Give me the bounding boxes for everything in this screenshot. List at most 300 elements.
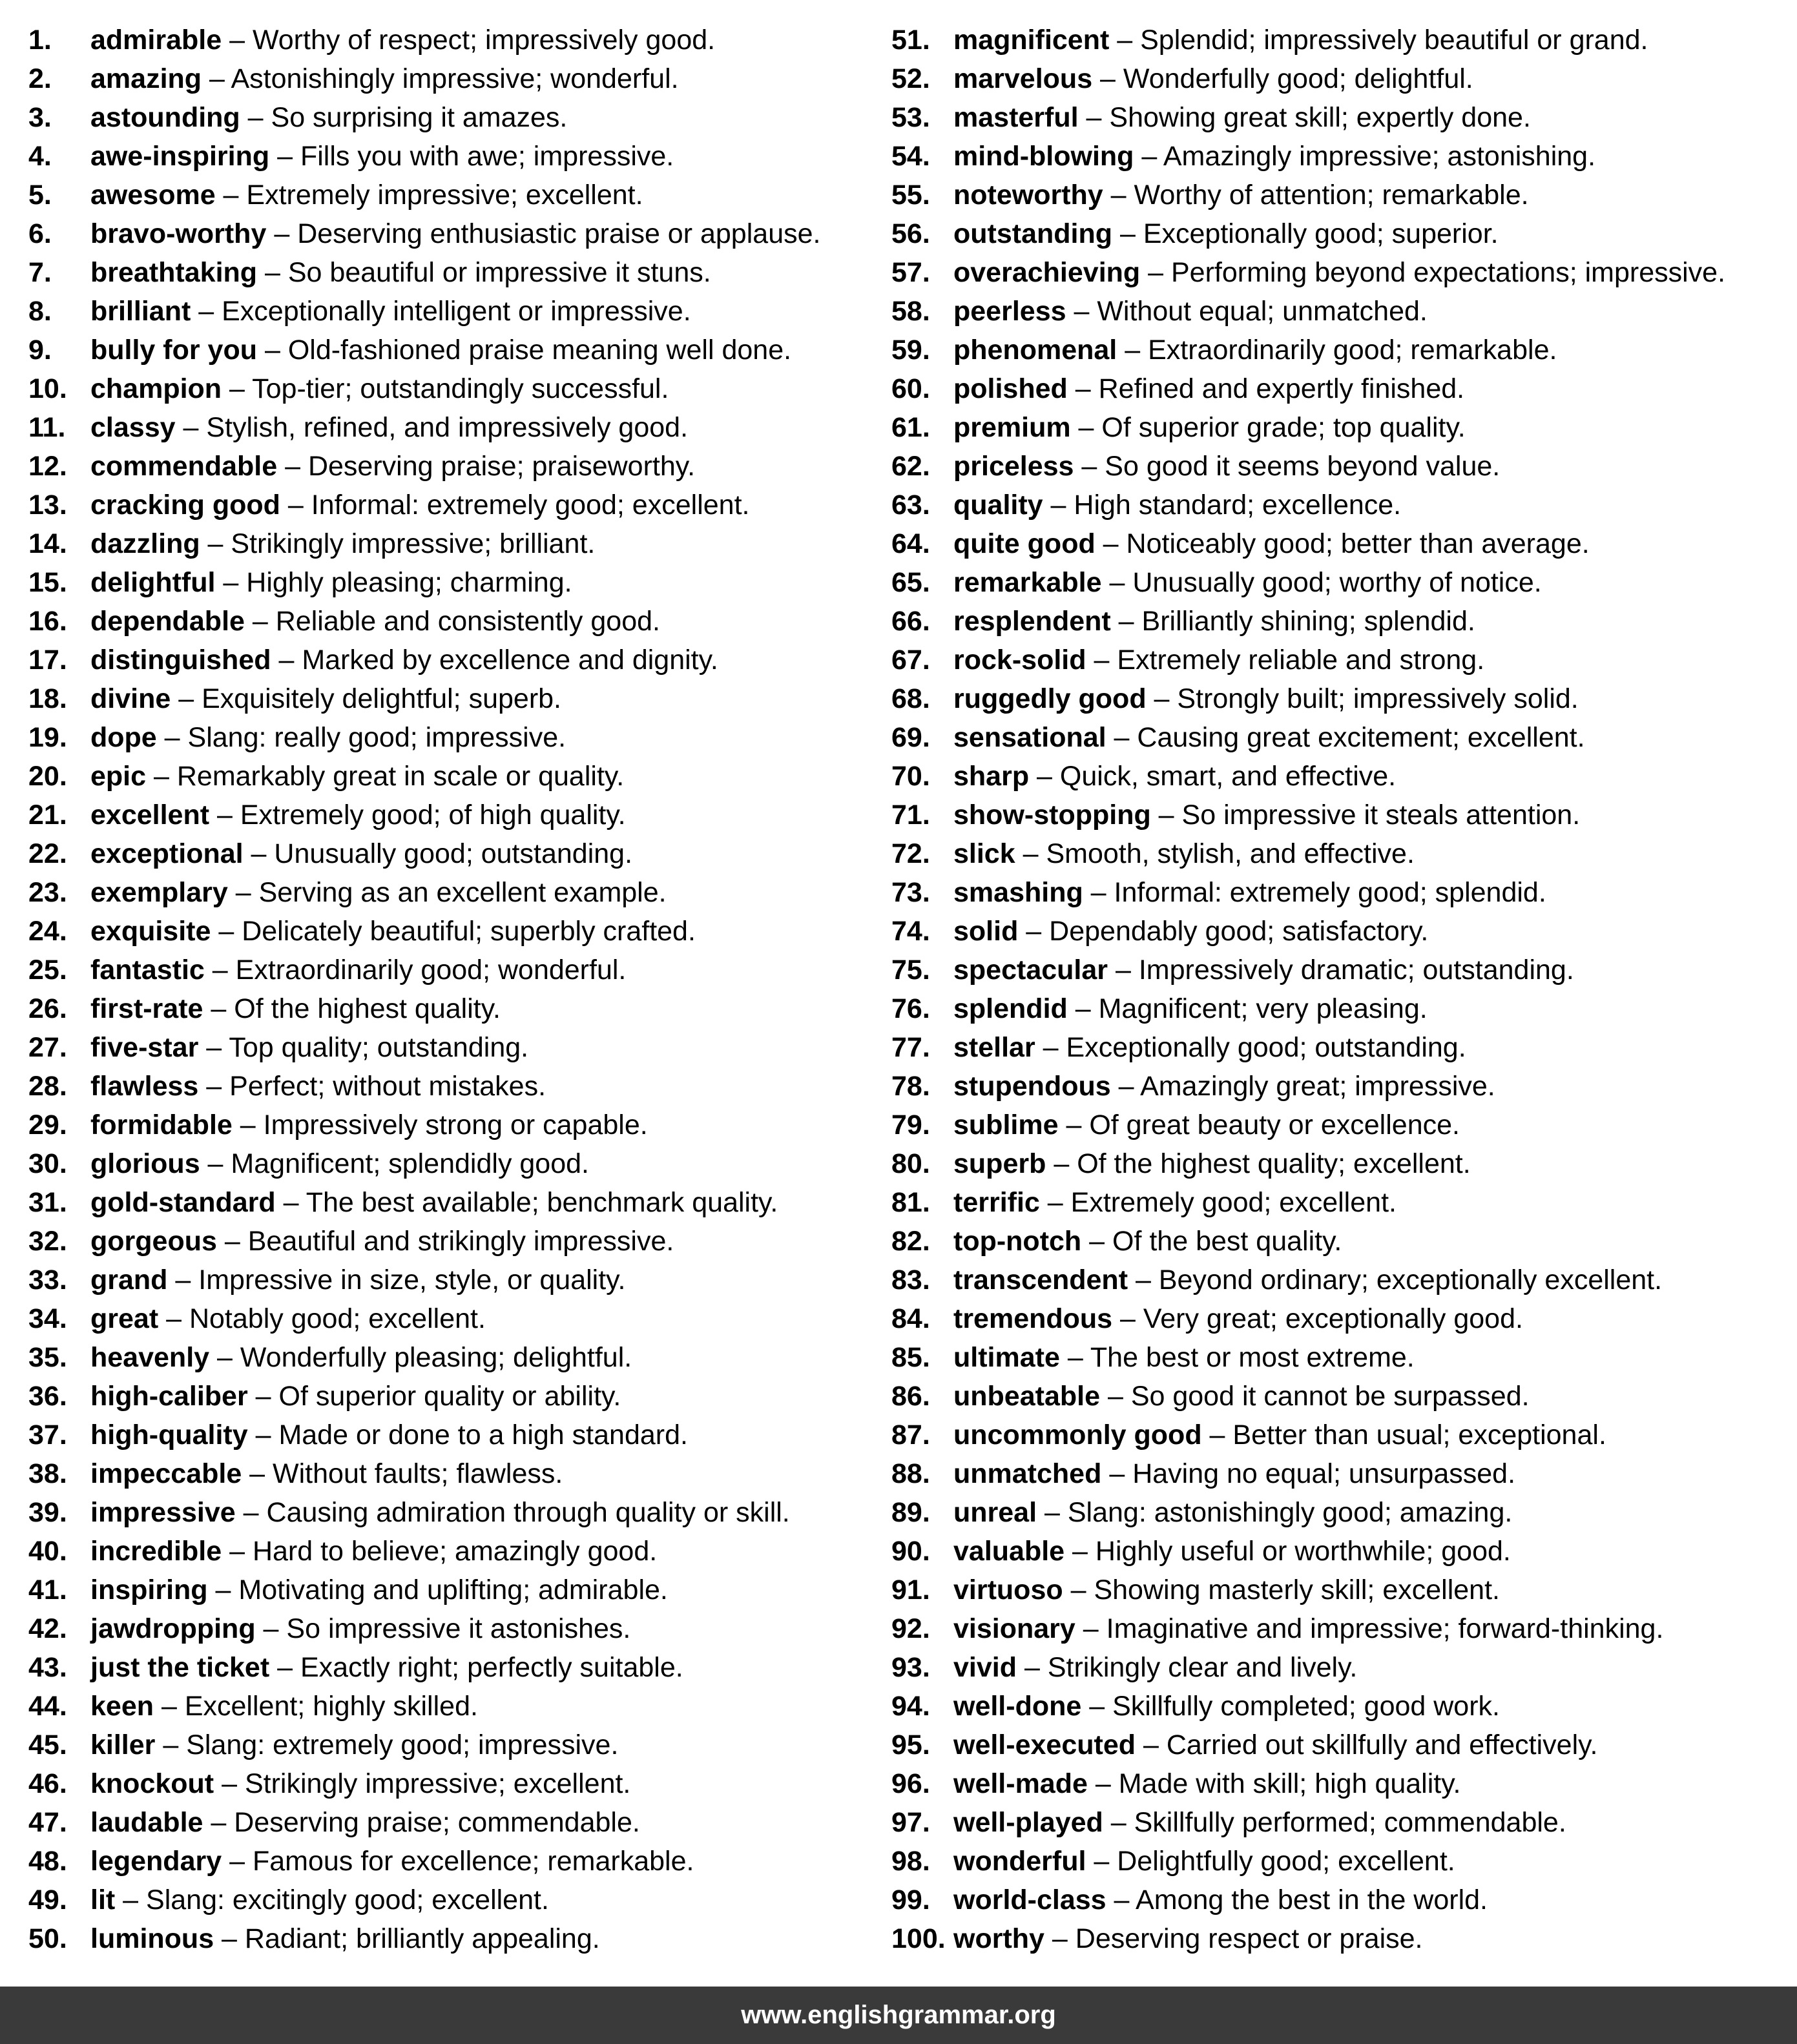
- item-body: [953, 679, 1579, 718]
- item-separator: –: [1083, 877, 1114, 908]
- item-body: [953, 408, 1466, 447]
- item-body: [90, 1183, 778, 1222]
- list-item: [28, 21, 868, 59]
- item-separator: –: [115, 1884, 147, 1915]
- item-term: well-done: [953, 1691, 1082, 1722]
- list-item: [891, 1648, 1783, 1687]
- item-definition: Extraordinarily good; wonderful.: [235, 955, 627, 986]
- list-item: [891, 834, 1783, 873]
- item-term: fantastic: [90, 955, 205, 986]
- item-definition: Fills you with awe; impressive.: [300, 141, 674, 172]
- item-definition: Highly useful or worthwhile; good.: [1095, 1536, 1511, 1567]
- item-number: 15.: [28, 567, 67, 598]
- list-item: [891, 1803, 1783, 1842]
- item-body: [90, 1919, 600, 1958]
- item-definition: Wonderfully pleasing; delightful.: [240, 1342, 632, 1373]
- list-item: [891, 1493, 1783, 1532]
- item-term: commendable: [90, 451, 278, 482]
- item-separator: –: [1112, 218, 1143, 249]
- item-separator: –: [222, 373, 253, 404]
- list-item: [28, 1842, 868, 1881]
- item-number: 1.: [28, 25, 52, 56]
- item-number: 62.: [891, 451, 930, 482]
- item-definition: So beautiful or impressive it stuns.: [287, 257, 711, 288]
- list-item: [28, 718, 868, 757]
- item-definition: So surprising it amazes.: [271, 102, 568, 133]
- item-number: 66.: [891, 606, 930, 637]
- item-definition: Splendid; impressively beautiful or grand.: [1140, 25, 1648, 56]
- item-definition: Worthy of attention; remarkable.: [1134, 180, 1529, 211]
- item-body: [90, 563, 572, 602]
- item-term: outstanding: [953, 218, 1113, 249]
- item-definition: Beyond ordinary; exceptionally excellent.: [1158, 1265, 1663, 1296]
- item-term: grand: [90, 1265, 168, 1296]
- item-number: 28.: [28, 1071, 67, 1102]
- list-item: [28, 873, 868, 912]
- item-separator: –: [1043, 490, 1074, 521]
- list-item: [891, 21, 1783, 59]
- item-body: [953, 1571, 1500, 1609]
- item-number: 72.: [891, 838, 930, 869]
- item-number: 56.: [891, 218, 930, 249]
- list-item: [28, 563, 868, 602]
- item-body: [90, 1881, 549, 1919]
- list-item: [891, 989, 1783, 1028]
- item-definition: Without faults; flawless.: [273, 1458, 563, 1489]
- item-definition: So good it seems beyond value.: [1105, 451, 1501, 482]
- item-term: five-star: [90, 1032, 199, 1063]
- item-body: [953, 176, 1529, 214]
- item-separator: –: [247, 1419, 279, 1450]
- item-body: [953, 563, 1542, 602]
- item-separator: –: [216, 1226, 248, 1257]
- item-term: rock-solid: [953, 645, 1086, 676]
- list-item: [28, 1454, 868, 1493]
- item-number: 79.: [891, 1110, 930, 1141]
- item-separator: –: [269, 141, 300, 172]
- item-term: awesome: [90, 180, 216, 211]
- list-item: [28, 1571, 868, 1609]
- item-separator: –: [1035, 1032, 1066, 1063]
- item-definition: High standard; excellence.: [1074, 490, 1402, 521]
- list-item: [891, 214, 1783, 253]
- item-number: 67.: [891, 645, 930, 676]
- item-separator: –: [1039, 1187, 1071, 1218]
- item-term: great: [90, 1303, 159, 1334]
- item-number: 82.: [891, 1226, 930, 1257]
- item-number: 24.: [28, 916, 67, 947]
- item-body: [90, 21, 715, 59]
- list-item: [891, 447, 1783, 486]
- item-definition: Delightfully good; excellent.: [1117, 1846, 1455, 1877]
- item-term: exquisite: [90, 916, 211, 947]
- list-item: [891, 1764, 1783, 1803]
- item-body: [953, 486, 1401, 524]
- item-separator: –: [1078, 102, 1110, 133]
- item-body: [90, 1028, 528, 1067]
- item-separator: –: [167, 1265, 199, 1296]
- item-term: sensational: [953, 722, 1106, 753]
- item-body: [953, 1028, 1466, 1067]
- item-separator: –: [154, 1691, 185, 1722]
- item-number: 5.: [28, 180, 52, 211]
- item-separator: –: [175, 412, 207, 443]
- list-item: [891, 1416, 1783, 1454]
- list-item: [28, 1338, 868, 1377]
- item-term: terrific: [953, 1187, 1040, 1218]
- item-number: 46.: [28, 1768, 67, 1799]
- item-term: inspiring: [90, 1574, 208, 1605]
- item-separator: –: [1106, 722, 1137, 753]
- item-number: 73.: [891, 877, 930, 908]
- list-item: [891, 1532, 1783, 1571]
- item-term: overachieving: [953, 257, 1141, 288]
- item-definition: Of the best quality.: [1112, 1226, 1342, 1257]
- item-body: [90, 1726, 618, 1764]
- item-number: 2.: [28, 63, 52, 94]
- item-body: [90, 447, 695, 486]
- item-separator: –: [1110, 1071, 1141, 1102]
- item-definition: Wonderfully good; delightful.: [1123, 63, 1473, 94]
- item-separator: –: [215, 180, 247, 211]
- item-separator: –: [242, 1458, 273, 1489]
- list-item: [891, 796, 1783, 834]
- item-term: polished: [953, 373, 1068, 404]
- item-term: distinguished: [90, 645, 271, 676]
- item-term: high-caliber: [90, 1381, 248, 1412]
- item-number: 43.: [28, 1652, 67, 1683]
- item-body: [90, 331, 791, 369]
- item-separator: –: [222, 25, 253, 56]
- item-term: show-stopping: [953, 800, 1151, 831]
- item-definition: Beautiful and strikingly impressive.: [247, 1226, 674, 1257]
- item-separator: –: [1101, 567, 1133, 598]
- item-definition: Exquisitely delightful; superb.: [202, 683, 561, 714]
- item-definition: Carried out skillfully and effectively.: [1166, 1729, 1598, 1760]
- item-definition: Better than usual; exceptional.: [1232, 1419, 1606, 1450]
- list-item: [891, 951, 1783, 989]
- list-item: [28, 951, 868, 989]
- list-item: [28, 1881, 868, 1919]
- item-body: [90, 486, 749, 524]
- item-body: [953, 98, 1531, 137]
- item-separator: –: [1037, 1497, 1068, 1528]
- list-item: [28, 1299, 868, 1338]
- item-definition: Causing great excitement; excellent.: [1137, 722, 1585, 753]
- item-definition: Unusually good; outstanding.: [274, 838, 633, 869]
- list-item: [891, 253, 1783, 292]
- item-term: noteworthy: [953, 180, 1103, 211]
- item-definition: Slang: excitingly good; excellent.: [146, 1884, 549, 1915]
- list-item: [891, 1144, 1783, 1183]
- item-definition: Magnificent; very pleasing.: [1098, 993, 1428, 1024]
- item-definition: Top quality; outstanding.: [229, 1032, 529, 1063]
- item-body: [90, 214, 820, 253]
- item-term: awe-inspiring: [90, 141, 270, 172]
- item-definition: Causing admiration through quality or skill.: [266, 1497, 790, 1528]
- item-definition: Impressively strong or capable.: [263, 1110, 648, 1141]
- item-separator: –: [1103, 1807, 1134, 1838]
- item-term: visionary: [953, 1613, 1075, 1644]
- item-body: [953, 1106, 1460, 1144]
- item-number: 59.: [891, 335, 930, 366]
- item-number: 19.: [28, 722, 67, 753]
- item-number: 16.: [28, 606, 67, 637]
- item-body: [953, 912, 1428, 951]
- item-body: [90, 718, 566, 757]
- item-definition: Deserving respect or praise.: [1075, 1923, 1423, 1954]
- list-item: [891, 1726, 1783, 1764]
- item-definition: Informal: extremely good; excellent.: [311, 490, 750, 521]
- item-definition: Very great; exceptionally good.: [1143, 1303, 1523, 1334]
- list-item: [891, 1881, 1783, 1919]
- item-term: divine: [90, 683, 171, 714]
- item-definition: Radiant; brilliantly appealing.: [244, 1923, 600, 1954]
- item-separator: –: [227, 877, 259, 908]
- list-item: [28, 796, 868, 834]
- item-term: jawdropping: [90, 1613, 256, 1644]
- list-item: [28, 757, 868, 796]
- item-number: 45.: [28, 1729, 67, 1760]
- item-separator: –: [1067, 993, 1099, 1024]
- list-item: [28, 1609, 868, 1648]
- item-separator: –: [214, 1768, 245, 1799]
- item-body: [953, 1222, 1342, 1261]
- item-separator: –: [277, 451, 308, 482]
- item-number: 21.: [28, 800, 67, 831]
- item-term: breathtaking: [90, 257, 258, 288]
- item-term: delightful: [90, 567, 216, 598]
- list-item: [28, 1532, 868, 1571]
- item-body: [90, 1609, 630, 1648]
- item-body: [90, 1338, 632, 1377]
- item-definition: Strikingly impressive; excellent.: [244, 1768, 631, 1799]
- item-body: [953, 1299, 1523, 1338]
- item-number: 57.: [891, 257, 930, 288]
- item-body: [90, 408, 688, 447]
- item-number: 86.: [891, 1381, 930, 1412]
- item-definition: The best or most extreme.: [1090, 1342, 1415, 1373]
- item-separator: –: [215, 567, 247, 598]
- item-number: 60.: [891, 373, 930, 404]
- item-body: [90, 1687, 478, 1726]
- item-term: cracking good: [90, 490, 280, 521]
- item-definition: Strongly built; impressively solid.: [1177, 683, 1579, 714]
- list-item: [28, 1648, 868, 1687]
- item-definition: Delicately beautiful; superbly crafted.: [242, 916, 696, 947]
- item-separator: –: [1087, 1768, 1119, 1799]
- list-item: [28, 331, 868, 369]
- list-item: [891, 757, 1783, 796]
- item-body: [90, 1648, 683, 1687]
- item-number: 36.: [28, 1381, 67, 1412]
- item-number: 22.: [28, 838, 67, 869]
- item-term: impeccable: [90, 1458, 242, 1489]
- list-item: [891, 563, 1783, 602]
- item-separator: –: [191, 296, 222, 327]
- item-term: peerless: [953, 296, 1066, 327]
- item-separator: –: [1108, 955, 1139, 986]
- item-separator: –: [209, 1342, 240, 1373]
- item-definition: Exceptionally intelligent or impressive.: [222, 296, 691, 327]
- item-body: [90, 1106, 648, 1144]
- item-body: [953, 1609, 1663, 1648]
- list-item: [28, 137, 868, 176]
- item-body: [953, 1454, 1515, 1493]
- list-item: [28, 1028, 868, 1067]
- item-body: [90, 524, 595, 563]
- item-term: keen: [90, 1691, 154, 1722]
- item-separator: –: [1063, 1574, 1094, 1605]
- item-term: just the ticket: [90, 1652, 270, 1683]
- item-term: first-rate: [90, 993, 203, 1024]
- list-item: [28, 1222, 868, 1261]
- item-separator: –: [1110, 606, 1142, 637]
- item-term: unmatched: [953, 1458, 1102, 1489]
- item-number: 48.: [28, 1846, 67, 1877]
- item-separator: –: [247, 1381, 279, 1412]
- item-number: 20.: [28, 761, 67, 792]
- item-term: lit: [90, 1884, 116, 1915]
- item-number: 47.: [28, 1807, 67, 1838]
- item-body: [953, 757, 1396, 796]
- item-separator: –: [1100, 1381, 1131, 1412]
- item-term: splendid: [953, 993, 1068, 1024]
- item-separator: –: [1029, 761, 1060, 792]
- item-definition: Magnificent; splendidly good.: [231, 1148, 589, 1179]
- item-separator: –: [244, 606, 276, 637]
- item-definition: Imaginative and impressive; forward-thinking.: [1106, 1613, 1664, 1644]
- item-body: [90, 1532, 657, 1571]
- list-item: [28, 1183, 868, 1222]
- item-definition: Extremely good; excellent.: [1070, 1187, 1397, 1218]
- item-number: 77.: [891, 1032, 930, 1063]
- list-item: [28, 1687, 868, 1726]
- item-definition: Famous for excellence; remarkable.: [252, 1846, 694, 1877]
- item-definition: Deserving enthusiastic praise or applause.: [297, 218, 821, 249]
- item-term: unreal: [953, 1497, 1037, 1528]
- item-definition: Hard to believe; amazingly good.: [252, 1536, 658, 1567]
- item-definition: Made or done to a high standard.: [278, 1419, 688, 1450]
- item-definition: Amazingly great; impressive.: [1140, 1071, 1495, 1102]
- item-separator: –: [1095, 528, 1127, 559]
- item-body: [90, 1454, 563, 1493]
- list-item: [891, 1261, 1783, 1299]
- item-definition: Of superior quality or ability.: [278, 1381, 621, 1412]
- item-term: bully for you: [90, 335, 257, 366]
- item-term: unbeatable: [953, 1381, 1100, 1412]
- item-body: [90, 757, 624, 796]
- item-body: [953, 369, 1464, 408]
- list-item: [28, 1726, 868, 1764]
- item-body: [953, 21, 1648, 59]
- item-body: [90, 253, 711, 292]
- item-term: dope: [90, 722, 157, 753]
- item-definition: Performing beyond expectations; impressive.: [1171, 257, 1726, 288]
- list-item: [28, 1803, 868, 1842]
- item-separator: –: [1140, 257, 1171, 288]
- item-body: [90, 59, 679, 98]
- item-term: valuable: [953, 1536, 1065, 1567]
- item-separator: –: [235, 1497, 267, 1528]
- item-separator: –: [1066, 296, 1097, 327]
- list-item: [891, 1338, 1783, 1377]
- item-definition: Astonishingly impressive; wonderful.: [231, 63, 679, 94]
- item-body: [90, 98, 567, 137]
- item-definition: Showing great skill; expertly done.: [1109, 102, 1531, 133]
- item-body: [90, 873, 667, 912]
- item-separator: –: [269, 1652, 300, 1683]
- item-number: 39.: [28, 1497, 67, 1528]
- item-separator: –: [198, 1032, 229, 1063]
- list-item: [28, 1377, 868, 1416]
- item-body: [90, 834, 632, 873]
- item-term: impressive: [90, 1497, 236, 1528]
- item-body: [90, 679, 561, 718]
- list-item: [891, 1028, 1783, 1067]
- item-number: 35.: [28, 1342, 67, 1373]
- item-separator: –: [171, 683, 202, 714]
- list-item: [891, 137, 1783, 176]
- item-body: [953, 1687, 1500, 1726]
- item-term: solid: [953, 916, 1019, 947]
- list-item: [28, 253, 868, 292]
- list-item: [28, 1261, 868, 1299]
- item-definition: Extraordinarily good; remarkable.: [1148, 335, 1557, 366]
- item-body: [953, 1532, 1511, 1571]
- list-item: [28, 408, 868, 447]
- item-term: dependable: [90, 606, 245, 637]
- item-term: smashing: [953, 877, 1083, 908]
- item-number: 84.: [891, 1303, 930, 1334]
- item-definition: Brilliantly shining; splendid.: [1141, 606, 1475, 637]
- item-body: [953, 524, 1590, 563]
- item-separator: –: [1017, 1652, 1048, 1683]
- item-number: 95.: [891, 1729, 930, 1760]
- item-body: [90, 1416, 688, 1454]
- item-number: 3.: [28, 102, 52, 133]
- item-term: world-class: [953, 1884, 1106, 1915]
- item-definition: Stylish, refined, and impressively good.: [206, 412, 689, 443]
- item-number: 68.: [891, 683, 930, 714]
- item-separator: –: [211, 916, 242, 947]
- list-item: [28, 1416, 868, 1454]
- item-body: [953, 1803, 1566, 1842]
- item-number: 70.: [891, 761, 930, 792]
- item-separator: –: [1081, 1691, 1113, 1722]
- list-item: [891, 1454, 1783, 1493]
- item-number: 42.: [28, 1613, 67, 1644]
- item-definition: Slang: really good; impressive.: [187, 722, 566, 753]
- item-term: gold-standard: [90, 1187, 276, 1218]
- item-term: laudable: [90, 1807, 203, 1838]
- item-number: 87.: [891, 1419, 930, 1450]
- item-term: spectacular: [953, 955, 1108, 986]
- item-separator: –: [1150, 800, 1182, 831]
- list-item: [28, 679, 868, 718]
- item-number: 44.: [28, 1691, 67, 1722]
- item-number: 88.: [891, 1458, 930, 1489]
- item-term: ultimate: [953, 1342, 1060, 1373]
- item-definition: Extremely impressive; excellent.: [246, 180, 643, 211]
- item-body: [953, 1338, 1415, 1377]
- item-body: [953, 1416, 1606, 1454]
- item-separator: –: [200, 528, 231, 559]
- item-body: [90, 176, 643, 214]
- item-body: [953, 641, 1484, 679]
- item-body: [90, 602, 660, 641]
- item-number: 83.: [891, 1265, 930, 1296]
